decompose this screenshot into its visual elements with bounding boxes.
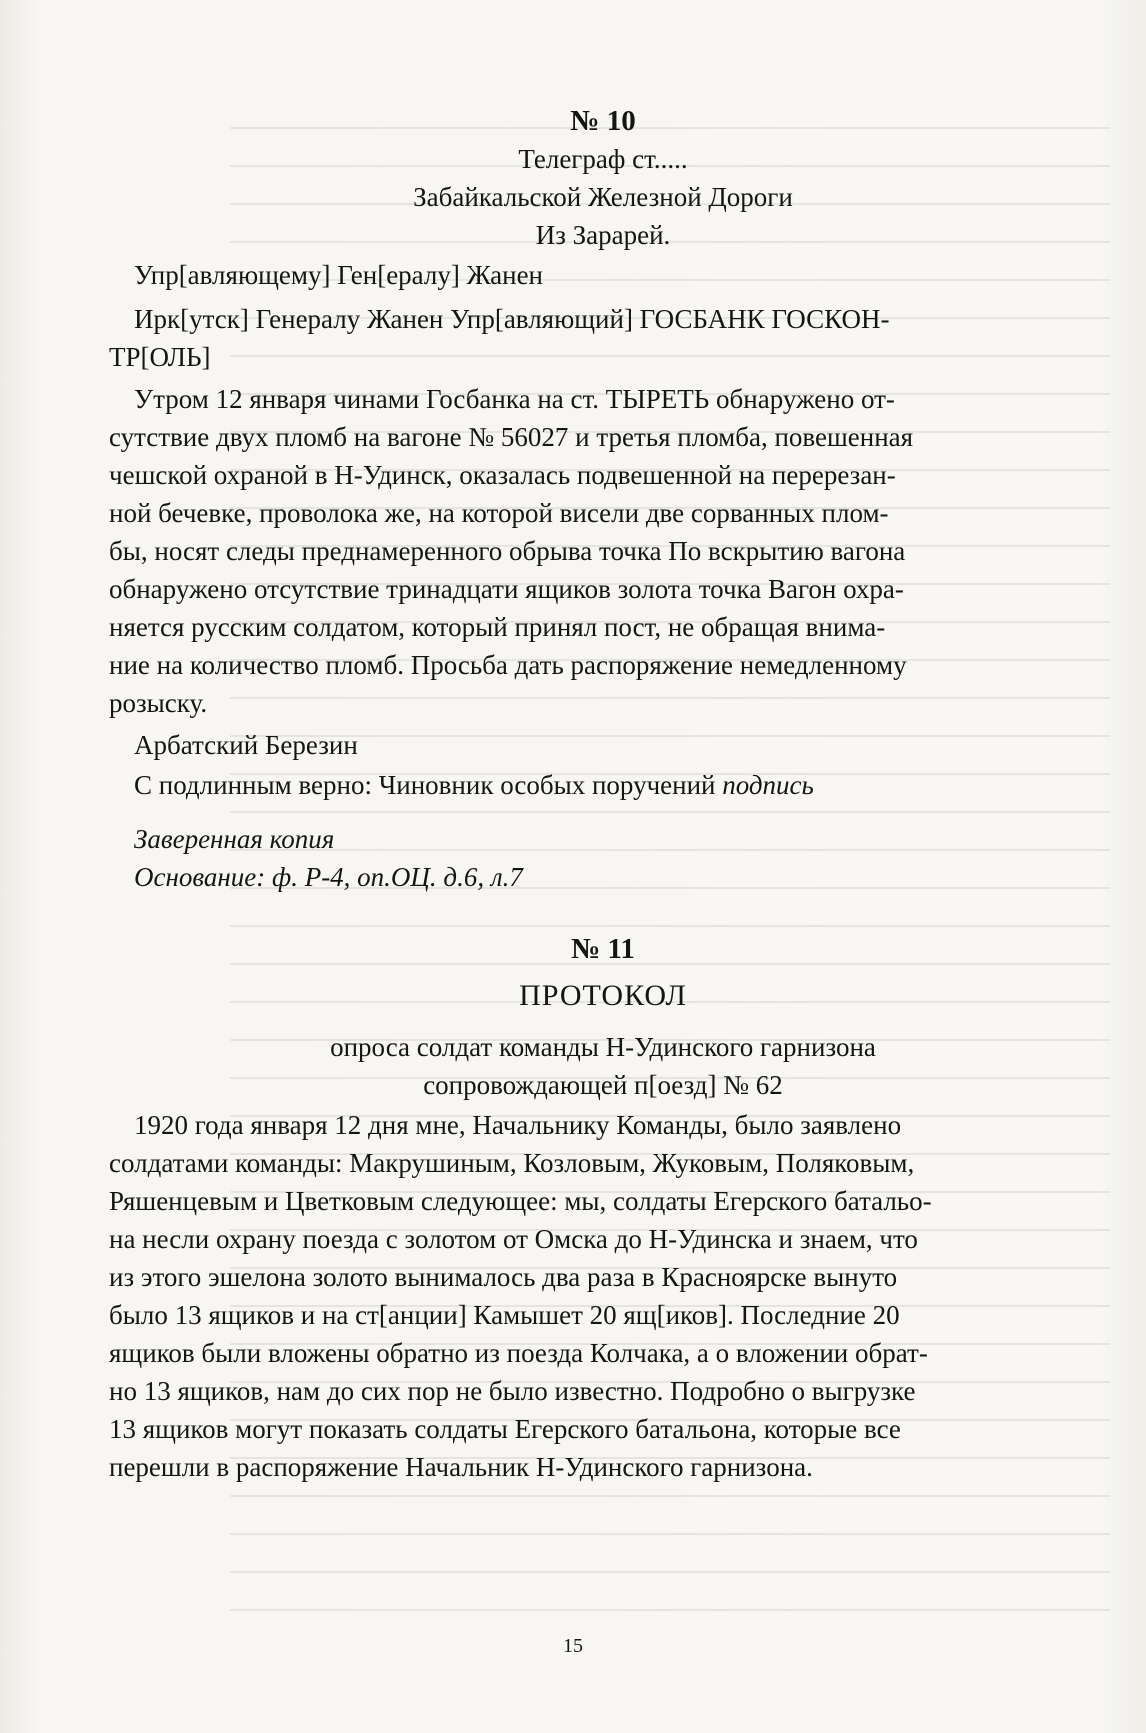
page-number: 15 — [563, 1635, 583, 1657]
doc10-body-line: розыску. — [109, 688, 208, 718]
doc10-header-line-1: Телеграф ст..... — [518, 144, 688, 174]
doc10-signature: Арбатский Березин — [134, 730, 358, 760]
doc11-subtitle-line-1: опроса солдат команды Н-Удинского гарнизона — [330, 1032, 876, 1062]
doc11-body-line: Ряшенцевым и Цветковым следующее: мы, солдаты Егерского батальо- — [109, 1186, 932, 1216]
doc10-body — [109, 380, 1062, 722]
doc10-body-line: сутствие двух пломб на вагоне № 56027 и третья пломба, повешенная — [109, 422, 914, 452]
doc10-body-line: обнаружено отсутствие тринадцати ящиков золота точка Вагон охра- — [109, 574, 904, 604]
doc10-body-line: ние на количество пломб. Просьба дать распоряжение немедленному — [109, 650, 907, 680]
document-11 — [109, 930, 1062, 1486]
doc10-basis: Основание: ф. Р-4, оп.ОЦ. д.6, л.7 — [134, 862, 523, 892]
doc11-body-line: на несли охрану поезда с золотом от Омска до Н-Удинска и знаем, что — [109, 1224, 918, 1254]
doc11-body-line: ящиков были вложены обратно из поезда Колчака, а о вложении обрат- — [109, 1338, 928, 1368]
doc10-irkutsk-line-2: ТР[ОЛЬ] — [109, 342, 211, 372]
doc11-body-line: из этого эшелона золото вынималось два раза в Красноярске вынуто — [109, 1262, 898, 1292]
doc11-number: № 11 — [571, 933, 635, 965]
doc10-copy-note: Заверенная копия — [134, 824, 335, 854]
doc10-header-line-3: Из Зарарей. — [535, 220, 671, 250]
doc10-body-line: няется русским солдатом, который принял пост, не обращая внима- — [109, 612, 886, 642]
doc10-number: № 10 — [570, 105, 636, 137]
doc11-body-line: перешли в распоряжение Начальник Н-Удинского гарнизона. — [109, 1452, 813, 1482]
doc10-header-line-2: Забайкальской Железной Дороги — [413, 182, 793, 212]
doc11-body-line: солдатами команды: Макрушиным, Козловым, Жуковым, Поляковым, — [109, 1148, 915, 1178]
doc10-body-line: ной бечевке, проволока же, на которой висели две сорванных плом- — [109, 498, 889, 528]
document-10 — [109, 102, 1062, 896]
doc11-body — [109, 1106, 1062, 1486]
doc11-body-line: но 13 ящиков, нам до сих пор не было известно. Подробно о выгрузке — [109, 1376, 916, 1406]
doc10-certification-sign: подпись — [722, 770, 814, 800]
doc10-body-line: бы, носят следы преднамеренного обрыва точка По вскрытию вагона — [109, 536, 906, 566]
doc10-addressee: Упр[авляющему] Ген[ералу] Жанен — [134, 260, 544, 290]
doc10-body-line: чешской охраной в Н-Удинск, оказалась подвешенной на перерезан- — [109, 460, 896, 490]
doc10-irkutsk-line-1: Ирк[утск] Генералу Жанен Упр[авляющий] ГОСБАНК ГОСКОН- — [134, 304, 890, 334]
doc11-body-line: 13 ящиков могут показать солдаты Егерского батальона, которые все — [109, 1414, 901, 1444]
doc11-subtitle-line-2: сопровождающей п[оезд] № 62 — [423, 1070, 783, 1100]
doc10-certification — [134, 766, 1062, 804]
doc11-body-line: было 13 ящиков и на ст[анции] Камышет 20 ящ[иков]. Последние 20 — [109, 1300, 900, 1330]
doc11-title: ПРОТОКОЛ — [519, 979, 687, 1012]
doc10-certification-text: С подлинным верно: Чиновник особых поручений — [134, 770, 723, 800]
doc11-body-line: 1920 года января 12 дня мне, Начальнику Команды, было заявлено — [134, 1110, 902, 1140]
doc10-body-line: Утром 12 января чинами Госбанка на ст. ТЫРЕТЬ обнаружено от- — [134, 384, 895, 414]
